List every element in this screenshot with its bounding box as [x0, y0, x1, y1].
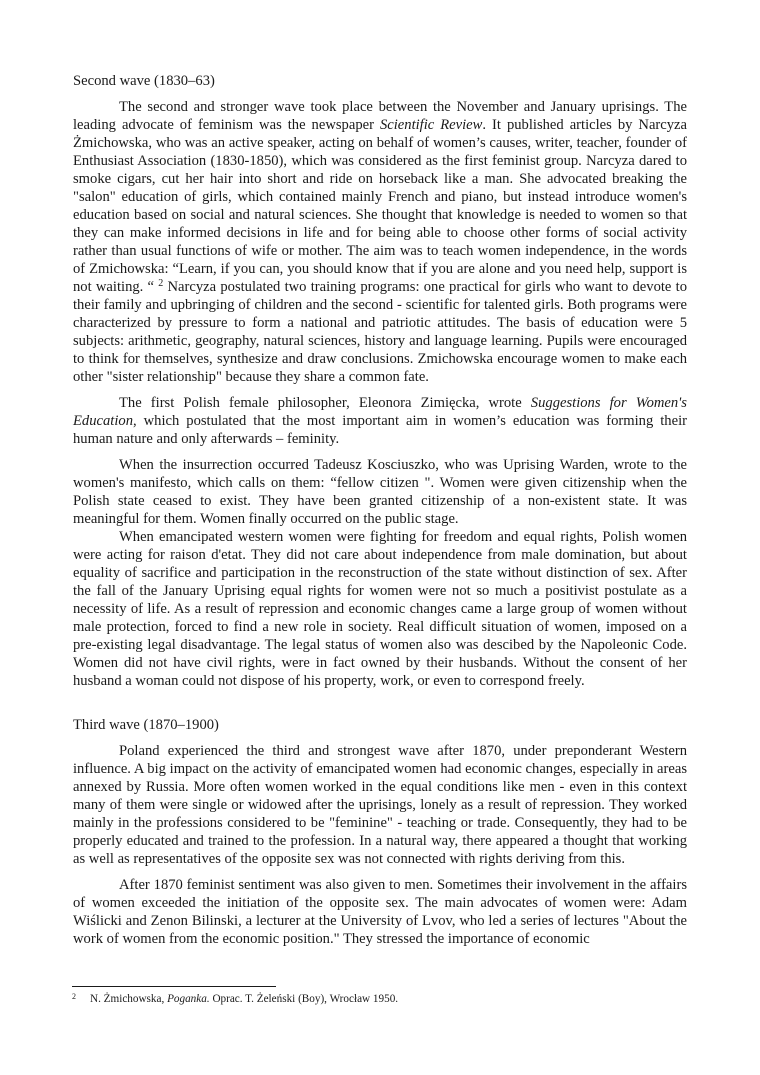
footnote-separator	[72, 986, 276, 987]
section-heading-third-wave: Third wave (1870–1900)	[73, 717, 219, 733]
text-run: Narcyza postulated two training programs: one practical for girls who want to devote to their family and upbringing of children and the second - scientific for talented girls. Both programs were characterized by pressure to form a national and patriotic attitudes. The basis of education were 5 subjects: arithmetic, geography, natural sciences, history and language learning. Pupils were encouraged to think for themselves, synthesize and draw conclusions. Zmichowska encourage women to make each other "sister relationship" because they share a common fate.	[73, 279, 687, 385]
paragraph-third-wave-intro: Poland experienced the third and strongest wave after 1870, under preponderant Western influence. A big impact on the activity of emancipated women had economic changes, especially in areas annexed by Russia. More often women worked in the equal conditions like men - even in this context many of them were single or widowed after the uprisings, lonely as a result of repression. They worked mainly in the professions considered to be "feminine" - teaching or trade. Consequently, they had to be properly educated and trained to the profession. In a natural way, there appeared a thought that working as well as representatives of the opposite sex was not connected with rights deriving from this.	[73, 743, 687, 867]
paragraph-second-wave-intro	[73, 98, 687, 386]
footnote-title: Poganka.	[167, 993, 210, 1005]
paragraph-emancipated-women: When emancipated western women were fighting for freedom and equal rights, Polish women were acting for raison d'etat. They did not care about independence from male domination, but about equality of sacrifice and participation in the reconstruction of the state without distinction of sex. After the fall of the January Uprising equal rights for women were not so much a positivist postulate as a necessity of life. As a result of repression and economic changes came a large group of women without male protection, forced to find a new role in society. Real difficult situation of women, imposed on a pre-existing legal disadvantage. The legal status of women also was descibed by the Napoleonic Code. Women did not have civil rights, were in fact owned by their husbands. Without the consent of her husband a woman could not dispose of his property, work, or even to correspond freely.	[73, 529, 687, 689]
footnote-reference[interactable]: 2	[158, 278, 164, 289]
text-run: . It published articles by Narcyza Żmichowska, who was an active speaker, acting on behalf of women’s causes, writer, teacher, founder of Enthusiast Association (1830-1850), which was considered as the first feminist group. Narcyza dared to smoke cigars, cut her hair into short and ride on horseback like a man. She advocated breaking the "salon" education of girls, which contained mainly French and piano, but instead introduce women's education based on social and natural sciences. She thought that knowledge is needed to women so that they can make informed decisions in life and for being able to choose other forms of social activity rather than usual functions of wife or mother. The aim was to teach women independence, in the words of Zmichowska: “Learn, if you can, you should know that if you are alone and you need help, support is not waiting. “	[73, 117, 688, 295]
footnote-author: N. Żmichowska,	[90, 993, 168, 1005]
footnote-number: 2	[72, 992, 76, 1001]
section-heading-second-wave: Second wave (1830–63)	[73, 73, 215, 89]
paragraph-kosciuszko: When the insurrection occurred Tadeusz Kosciuszko, who was Uprising Warden, wrote to the women's manifesto, which calls on them: “fellow citizen ". Women were given citizenship when the Polish state ceased to exist. They have been granted citizenship of a non-existent state. It was meaningful for them. Women finally occurred on the public stage.	[73, 457, 687, 527]
paragraph-men-advocates: After 1870 feminist sentiment was also given to men. Sometimes their involvement in the affairs of women exceeded the initiation of the opposite sex. The main advocates of women were: Adam Wiślicki and Zenon Bilinski, a lecturer at the University of Lvov, who led a series of lectures "About the work of women from the economic position." They stressed the importance of economic	[73, 877, 687, 947]
text-run: , which postulated that the most important aim in women’s education was forming their human nature and only afterwards – feminity.	[73, 413, 687, 447]
text-run: The second and stronger wave took place between the November and January uprisings. The leading advocate of feminism was the newspaper	[73, 99, 687, 133]
book-title-suggestions: Suggestions for Women's Education	[73, 395, 687, 429]
footnote	[72, 990, 398, 1006]
document-page	[73, 72, 687, 948]
paragraph-zimiecka	[73, 394, 687, 448]
text-run: The first Polish female philosopher, Eleonora Zimięcka, wrote	[119, 395, 531, 411]
publication-title-scientific-review: Scientific Review	[379, 117, 483, 133]
footnote-citation: Oprac. T. Żeleński (Boy), Wrocław 1950.	[209, 993, 399, 1005]
